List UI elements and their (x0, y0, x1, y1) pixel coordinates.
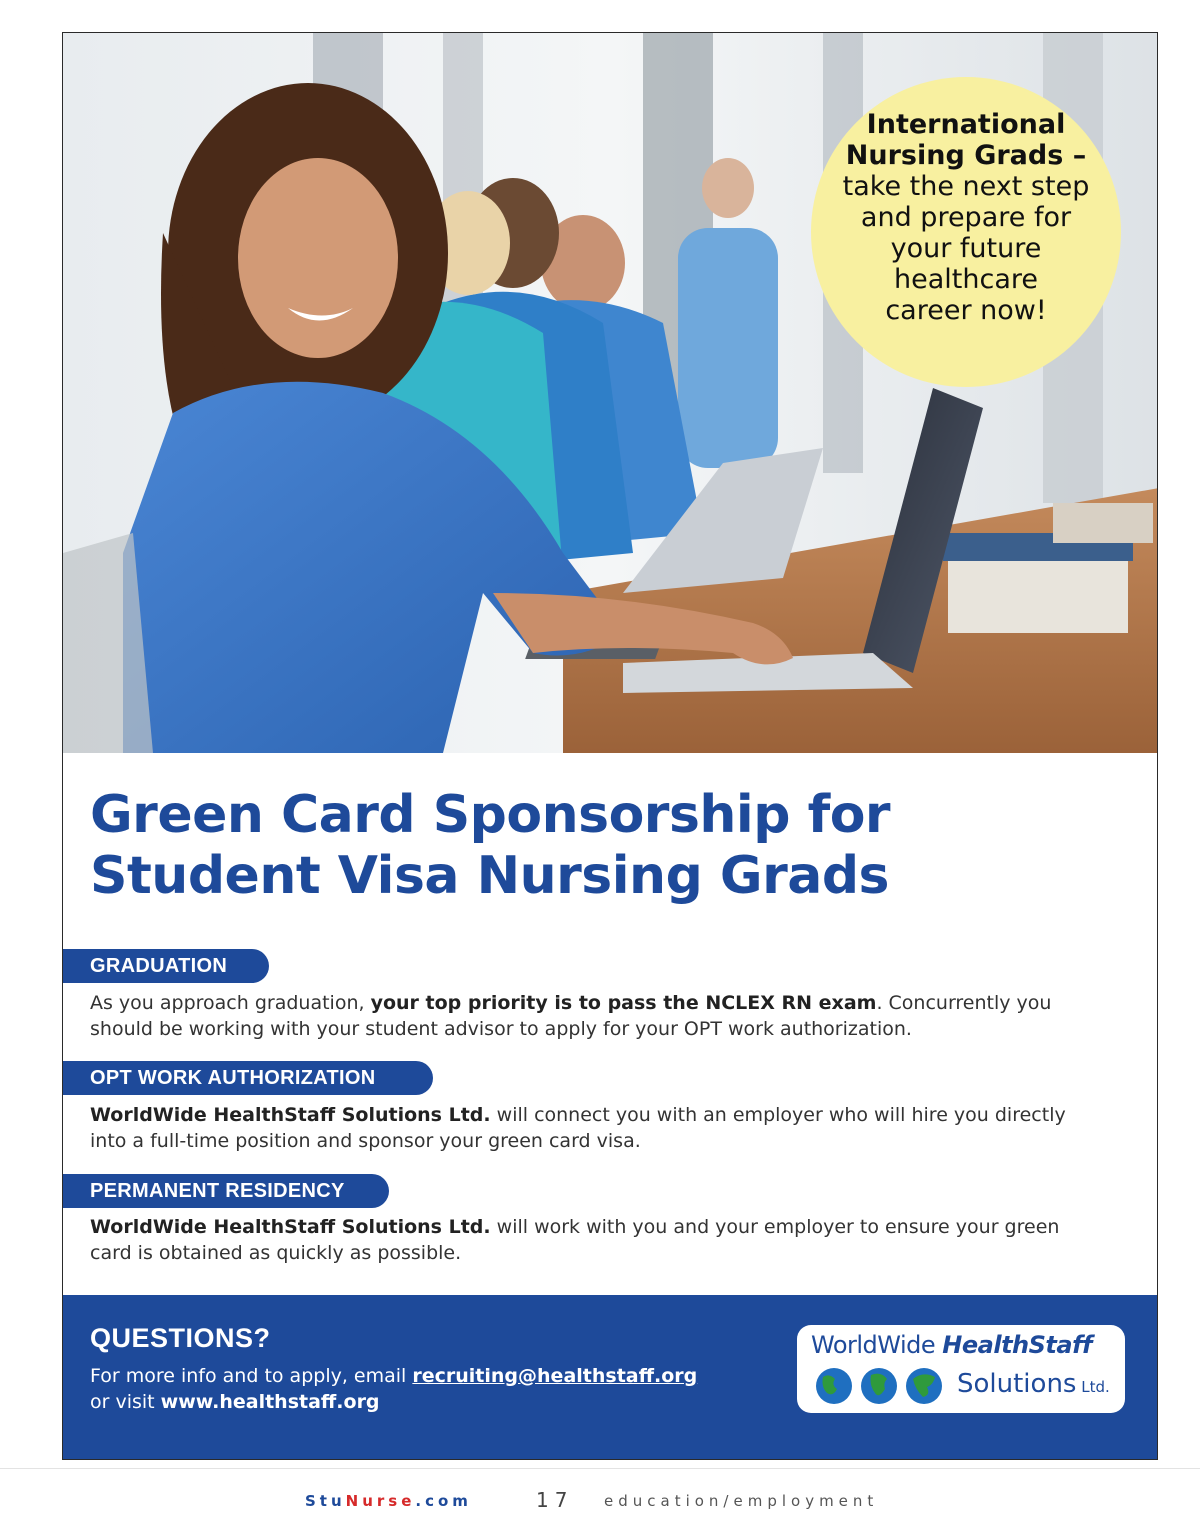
magazine-brand (305, 1492, 472, 1510)
questions-title: QUESTIONS? (90, 1323, 271, 1353)
section-text-part: will connect you with an employer who will hire you directly into a full-time position and sponsor your green card visa. (90, 1104, 1066, 1152)
promo-bubble (811, 77, 1121, 387)
section-text-part: As you approach graduation, (90, 992, 371, 1014)
page-number: 17 (536, 1488, 574, 1512)
questions-panel (63, 1295, 1158, 1460)
globe-icons (815, 1367, 949, 1405)
logo-text-worldwide: WorldWide (811, 1331, 943, 1359)
brand-nurse: Nurse (345, 1492, 416, 1510)
globe-icon (906, 1368, 942, 1404)
bubble-line-5: your future (890, 232, 1042, 264)
section-tab-label: PERMANENT RESIDENCY (90, 1180, 345, 1202)
logo-text-healthstaff: HealthStaff (942, 1331, 1092, 1359)
section-tab-graduation (63, 949, 269, 983)
globe-icon (816, 1368, 852, 1404)
bubble-line-6: healthcare (894, 263, 1038, 295)
brand-stu: Stu (305, 1492, 346, 1510)
page-divider (0, 1468, 1200, 1469)
logo-wordmark-solutions (957, 1369, 1110, 1399)
hero-photo (63, 33, 1158, 753)
section-tab-permanent-residency (63, 1174, 389, 1208)
brand-com: .com (415, 1492, 472, 1510)
section-tab-label: GRADUATION (90, 955, 228, 977)
page-title (90, 785, 1090, 907)
section-text-bold: WorldWide HealthStaff Solutions Ltd. (90, 1216, 491, 1238)
logo-text-solutions: Solutions (957, 1369, 1077, 1399)
title-line-1: Green Card Sponsorship for (90, 785, 891, 845)
advertisement-page (62, 32, 1158, 1460)
logo-text-ltd: Ltd. (1076, 1378, 1110, 1396)
bubble-line-2: Nursing Grads – (845, 139, 1087, 171)
bubble-line-7: career now! (885, 294, 1047, 326)
section-text-graduation (90, 990, 1100, 1042)
website-link[interactable]: www.healthstaff.org (160, 1391, 380, 1413)
logo-wordmark (811, 1331, 1092, 1359)
company-logo (797, 1325, 1125, 1413)
section-tab-opt-work-authorization (63, 1061, 433, 1095)
contact-line-2-prefix: or visit (90, 1391, 161, 1413)
section-text-bold: WorldWide HealthStaff Solutions Ltd. (90, 1104, 491, 1126)
section-tab-label: OPT WORK AUTHORIZATION (90, 1067, 376, 1089)
bubble-line-3: take the next step (842, 170, 1090, 202)
page-footer (0, 1488, 1200, 1512)
section-text-part: will work with you and your employer to ensure your green card is obtained as quickly as possible. (90, 1216, 1060, 1264)
section-text-opt (90, 1102, 1100, 1154)
section-name: education/employment (604, 1492, 879, 1510)
section-text-part: . Concurrently you should be working with your student advisor to apply for your OPT work authorization. (90, 992, 1052, 1040)
section-text-residency (90, 1214, 1100, 1266)
section-text-bold: your top priority is to pass the NCLEX RN exam (370, 992, 877, 1014)
globe-icon (861, 1368, 897, 1404)
bubble-line-1: International (866, 108, 1066, 140)
bubble-line-4: and prepare for (860, 201, 1072, 233)
title-line-2: Student Visa Nursing Grads (90, 846, 889, 906)
email-link[interactable]: recruiting@healthstaff.org (412, 1365, 698, 1387)
contact-line-1-prefix: For more info and to apply, email (90, 1365, 413, 1387)
questions-text (90, 1363, 790, 1415)
